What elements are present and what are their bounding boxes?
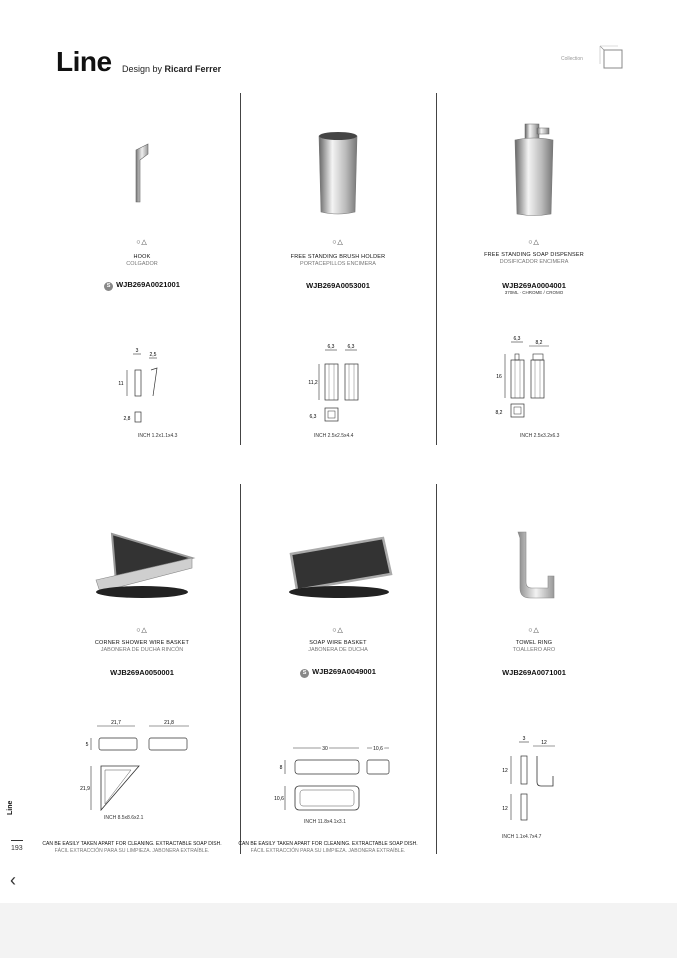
dim-label: 2,8 (123, 416, 131, 422)
dim-label: 12 (502, 768, 508, 774)
soap-basket-image (273, 530, 403, 605)
product-name-es: TOALLERO ARO (512, 647, 556, 653)
dim-label: 8,2 (535, 340, 543, 346)
product-name: CORNER SHOWER WIRE BASKET (94, 640, 190, 646)
inch-dimensions: INCH 11.8x4.1x3.1 (304, 819, 346, 825)
product-image (436, 120, 632, 218)
inch-dimensions: INCH 1.1x4.7x4.7 (502, 834, 542, 840)
material-icons: ○△ (136, 239, 148, 246)
dim-label: 21,7 (111, 720, 121, 726)
product-volume: 370ML · CHROME / CROMO (504, 290, 564, 295)
back-chevron-icon[interactable]: ‹ (10, 870, 16, 890)
dim-label: 12 (502, 806, 508, 812)
product-name: HOOK (133, 254, 151, 260)
product-note: CAN BE EASILY TAKEN APART FOR CLEANING. EXTRACTABLE SOAP DISH. (238, 841, 418, 847)
product-code-text: WJB269A0049001 (312, 667, 376, 676)
brand-title: Line (56, 46, 112, 77)
product-name: SOAP WIRE BASKET (309, 640, 367, 646)
product-code: WJB269A0071001 (502, 668, 566, 677)
dim-label: 6,3 (309, 414, 317, 420)
dim-label: 8,2 (495, 410, 503, 416)
dim-label: 3 (135, 348, 139, 354)
product-name-es: JABONERA DE DUCHA RINCÓN (100, 647, 184, 653)
technical-drawing (240, 342, 436, 432)
side-section-label: Line (7, 800, 14, 815)
technical-drawing (44, 348, 240, 428)
dim-label: 6,3 (347, 344, 355, 350)
product-code-text: WJB269A0021001 (116, 280, 180, 289)
dim-label: 3 (522, 736, 526, 742)
product-name: FREE STANDING BRUSH HOLDER (290, 254, 386, 260)
product-name: FREE STANDING SOAP DISPENSER (484, 252, 584, 258)
side-divider (11, 840, 23, 841)
product-note: CAN BE EASILY TAKEN APART FOR CLEANING. EXTRACTABLE SOAP DISH. (42, 841, 222, 847)
product-name: TOWEL RING (515, 640, 553, 646)
corner-basket-image (82, 530, 202, 605)
technical-drawing (436, 732, 632, 832)
product-code: WJB269A0053001 (306, 281, 370, 290)
product-name-es: DOSIFICADOR ENCIMERA (499, 259, 569, 265)
product-name-es: COLGADOR (126, 261, 158, 267)
dim-label: 2,5 (149, 352, 157, 358)
product-name-es: JABONERA DE DUCHA (308, 647, 368, 653)
product-code (240, 667, 436, 678)
material-icons: ○△ (136, 627, 148, 634)
dim-label: 12 (541, 740, 547, 746)
material-icons: ○△ (528, 627, 540, 634)
inch-dimensions: INCH 2.5x2.5x4.4 (314, 433, 354, 439)
designer-credit (122, 64, 221, 74)
inch-dimensions: INCH 8.5x8.6x2.1 (104, 815, 144, 821)
material-icons: ○△ (528, 239, 540, 246)
product-note-es: FÁCIL EXTRACCIÓN PARA SU LIMPIEZA. JABONERA EXTRAÍBLE. (250, 848, 406, 854)
product-image (240, 530, 436, 605)
collection-cube-icon (598, 44, 626, 72)
technical-drawing (44, 718, 240, 828)
product-image (44, 140, 240, 210)
collection-label: Collection (561, 56, 583, 62)
dim-label: 30 (322, 746, 328, 752)
product-note-es: FÁCIL EXTRACCIÓN PARA SU LIMPIEZA. JABONERA EXTRAÍBLE. (54, 848, 210, 854)
dim-label: 11,2 (308, 380, 318, 386)
inch-dimensions: INCH 2.5x3.2x6.3 (520, 433, 560, 439)
designer-name: Ricard Ferrer (164, 64, 222, 74)
dim-label: 21,8 (164, 720, 174, 726)
dim-label: 5 (85, 742, 89, 748)
dim-label: 6,3 (327, 344, 335, 350)
product-code: WJB269A0004001 (502, 281, 566, 290)
product-name-es: PORTACEPILLOS ENCIMERA (300, 261, 376, 267)
product-image (240, 128, 436, 218)
dim-label: 10,6 (274, 796, 284, 802)
towel-ring-image (504, 528, 564, 610)
badge-icon: S (104, 282, 113, 291)
dim-label: 11 (118, 381, 124, 387)
product-image (436, 528, 632, 610)
product-code (44, 280, 240, 291)
dim-label: 10,6 (373, 746, 383, 752)
hook-image (122, 140, 162, 210)
dim-label: 21,9 (80, 786, 90, 792)
brush-holder-image (313, 128, 363, 218)
dim-label: 6,3 (513, 336, 521, 342)
technical-drawing (436, 334, 632, 434)
product-image (44, 530, 240, 605)
product-code: WJB269A0050001 (110, 668, 174, 677)
dim-label: 16 (496, 374, 502, 380)
material-icons: ○△ (332, 627, 344, 634)
dim-label: 8 (279, 765, 283, 771)
page-number: 193 (11, 845, 23, 852)
material-icons: ○△ (332, 239, 344, 246)
design-by-prefix: Design by (122, 64, 163, 74)
technical-drawing (240, 740, 436, 830)
soap-dispenser-image (509, 120, 559, 218)
inch-dimensions: INCH 1.2x1.1x4.3 (138, 433, 178, 439)
badge-icon: S (300, 669, 309, 678)
